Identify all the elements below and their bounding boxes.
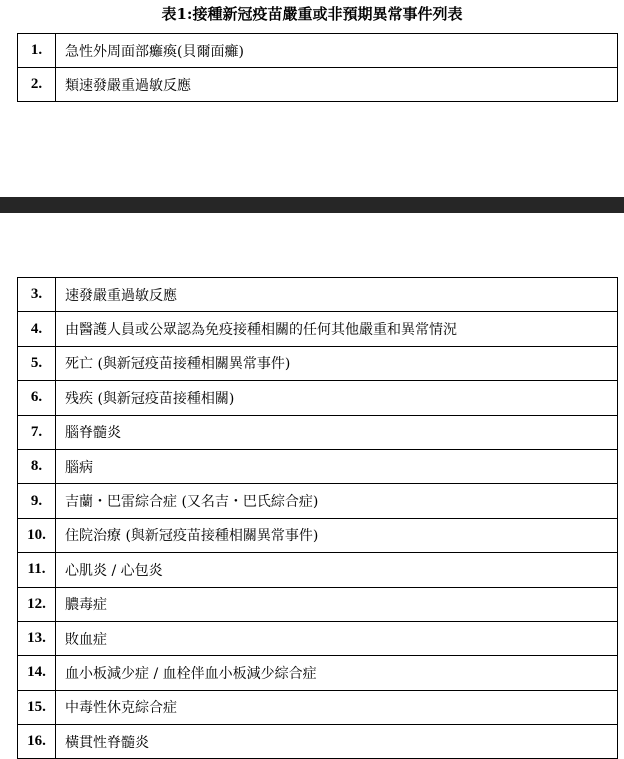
row-description: 類速發嚴重過敏反應 [56,68,618,102]
row-description: 住院治療 (與新冠疫苗接種相關異常事件) [56,518,618,552]
row-description: 急性外周面部癱瘓(貝爾面癱) [56,34,618,68]
row-number: 9. [18,484,56,518]
row-number: 6. [18,381,56,415]
row-number: 13. [18,621,56,655]
table-row [18,587,618,621]
table-row [18,415,618,449]
row-description: 中毒性休克綜合症 [56,690,618,724]
row-number: 5. [18,346,56,380]
row-description: 敗血症 [56,621,618,655]
row-description: 残疾 (與新冠疫苗接種相關) [56,381,618,415]
table-row [18,553,618,587]
row-number: 3. [18,278,56,312]
row-description: 血小板減少症 / 血栓伴血小板減少綜合症 [56,656,618,690]
table-row [18,484,618,518]
row-number: 2. [18,68,56,102]
row-number: 16. [18,725,56,759]
row-number: 1. [18,34,56,68]
row-description: 膿毒症 [56,587,618,621]
table-row [18,346,618,380]
row-description: 腦脊髓炎 [56,415,618,449]
table-row [18,725,618,759]
row-number: 15. [18,690,56,724]
row-number: 11. [18,553,56,587]
row-description: 速發嚴重過敏反應 [56,278,618,312]
row-description: 橫貫性脊髓炎 [56,725,618,759]
row-number: 10. [18,518,56,552]
row-description: 由醫護人員或公眾認為免疫接種相關的任何其他嚴重和異常情況 [56,312,618,346]
table-row [18,656,618,690]
row-number: 8. [18,449,56,483]
row-number: 12. [18,587,56,621]
row-number: 14. [18,656,56,690]
table-row [18,690,618,724]
table-row [18,449,618,483]
table-row [18,312,618,346]
table-row [18,278,618,312]
events-table-part-1 [17,33,618,102]
table-row [18,518,618,552]
row-number: 4. [18,312,56,346]
row-description: 死亡 (與新冠疫苗接種相關異常事件) [56,346,618,380]
table-row [18,621,618,655]
row-description: 腦病 [56,449,618,483]
row-description: 心肌炎 / 心包炎 [56,553,618,587]
table-title: 表1:接種新冠疫苗嚴重或非預期異常事件列表 [161,5,463,23]
events-table-part-2 [17,277,618,759]
table-row [18,381,618,415]
table-row [18,34,618,68]
row-number: 7. [18,415,56,449]
row-description: 吉蘭・巴雷綜合症 (又名吉・巴氏綜合症) [56,484,618,518]
table-row [18,68,618,102]
page-break-divider [0,197,624,213]
